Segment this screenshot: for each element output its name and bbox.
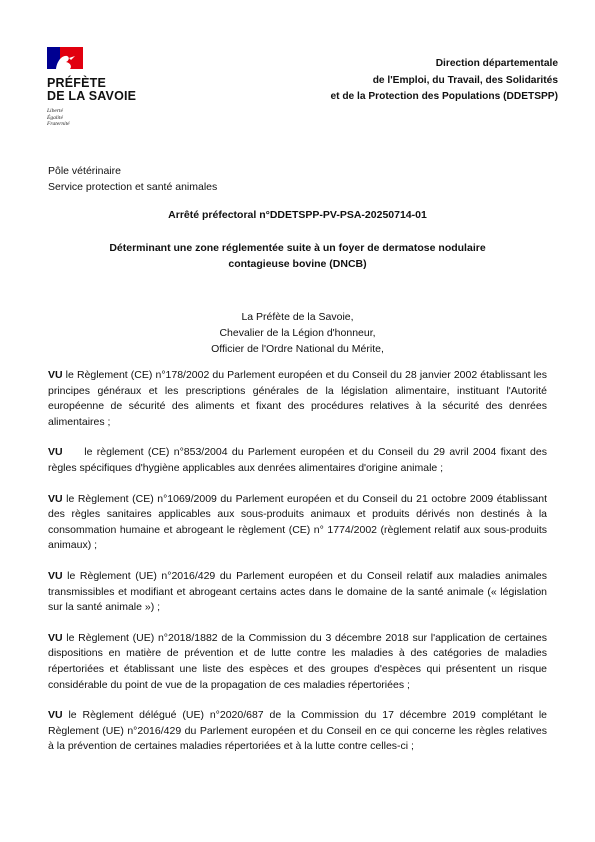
arrete-subject: Déterminant une zone réglementée suite à un foyer de dermatose nodulaire contagieuse bovine (DNCB) xyxy=(109,242,486,270)
considerant-paragraph xyxy=(48,708,547,755)
considerant-text: le Règlement (CE) n°178/2002 du Parlement européen et du Conseil du 28 janvier 2002 établissant les principes généraux et les prescriptions générales de la législation alimentaire, instituant l'Autorité européenne de sécurité des aliments et fixant des procédures relatives à la sécurité des denrées alimentaires ; xyxy=(48,369,547,428)
vu-keyword: VU xyxy=(48,631,63,644)
direction-line-3: et de la Protection des Populations (DDETSPP) xyxy=(330,91,558,102)
considerant-paragraph xyxy=(48,569,547,616)
considerant-paragraph xyxy=(48,631,547,693)
considerant-paragraph xyxy=(48,492,547,554)
direction-line-1: Direction départementale xyxy=(435,58,558,69)
considerant-text: le règlement (CE) n°853/2004 du Parlement européen et du Conseil du 29 avril 2004 fixant des règles spécifiques d'hygiène applicables aux denrées alimentaires d'origine animale ; xyxy=(48,446,550,474)
service-name: Service protection et santé animales xyxy=(48,181,218,193)
vu-keyword: VU xyxy=(48,446,63,459)
direction-block xyxy=(330,56,558,106)
service-block xyxy=(48,163,217,195)
considerant-text: le Règlement (UE) n°2018/1882 de la Commission du 3 décembre 2018 sur l'application de certaines dispositions en matière de prévention et de lutte contre les maladies à des catégories de maladies répertoriées et établissant une liste des espèces et des groupes d'espèces qui présentent un risque considérable du point de vue de la propagation de ces maladies répertoriées ; xyxy=(48,631,547,691)
arrete-title: Arrêté préfectoral n°DDETSPP-PV-PSA-20250714-01 xyxy=(168,209,427,221)
devise-egalite: Égalité xyxy=(47,114,63,121)
devise-fraternite: Fraternité xyxy=(47,121,70,127)
considerant-text: le Règlement délégué (UE) n°2020/687 de la Commission du 17 décembre 2019 complétant le Règlement (UE) n°2016/429 du Parlement européen et du Conseil en ce qui concerne les règles relatives à la prévention de certaines maladies répertoriées et à la lutte contre celles-ci ; xyxy=(48,709,547,753)
considerant-text: le Règlement (UE) n°2016/429 du Parlement européen et du Conseil relatif aux maladies animales transmissibles et modifiant et abrogeant certains actes dans le domaine de la santé animale (« législation sur la santé animale ») ; xyxy=(48,569,547,614)
considerant-text: le Règlement (CE) n°1069/2009 du Parlement européen et du Conseil du 21 octobre 2009 établissant des règles sanitaires applicables aux sous-produits animaux et produits dérivés non destinés à la consommation humaine et abrogeant le règlement (CE) n° 1774/2002 (règlement relatif aux sous-produits animaux) ; xyxy=(48,492,547,552)
prefete-line-2: Chevalier de la Légion d'honneur, xyxy=(219,327,376,339)
marianne-flag-icon xyxy=(47,47,83,69)
prefete-line-1: La Préfète de la Savoie, xyxy=(241,311,354,323)
considerants-list xyxy=(48,368,550,770)
considerant-paragraph xyxy=(48,445,550,476)
considerant-paragraph xyxy=(48,368,547,430)
logo-line-2: DE LA SAVOIE xyxy=(47,89,137,103)
logo-line-1: PRÉFÈTE xyxy=(47,76,107,90)
prefecture-logo xyxy=(47,47,157,128)
vu-keyword: VU xyxy=(48,569,63,582)
vu-keyword: VU xyxy=(48,369,63,381)
prefete-titles xyxy=(0,309,595,357)
direction-line-2: de l'Emploi, du Travail, des Solidarités xyxy=(372,74,558,86)
vu-keyword: VU xyxy=(48,492,63,505)
prefete-line-3: Officier de l'Ordre National du Mérite, xyxy=(211,343,384,355)
vu-keyword: VU xyxy=(48,709,63,722)
devise xyxy=(47,108,157,128)
devise-liberte: Liberté xyxy=(47,108,63,114)
pole-name: Pôle vétérinaire xyxy=(48,165,121,177)
